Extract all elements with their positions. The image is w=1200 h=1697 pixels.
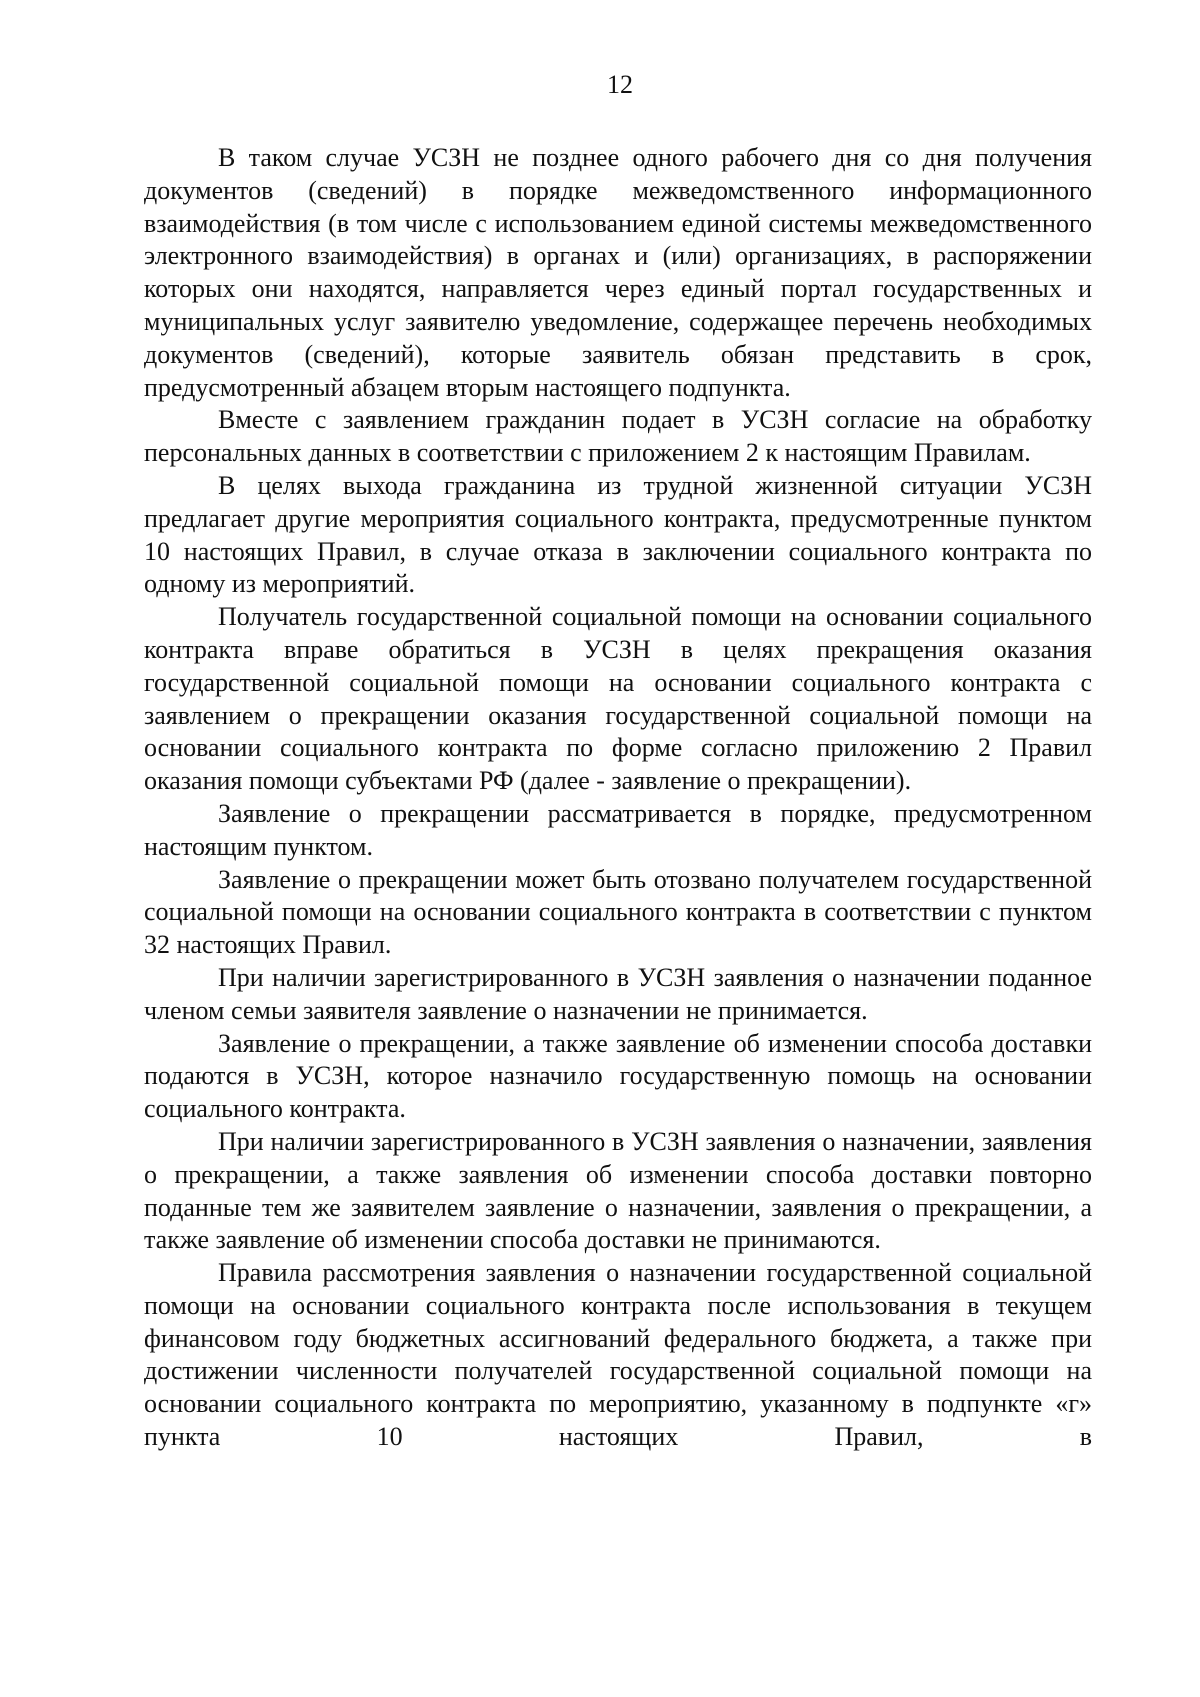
paragraph: При наличии зарегистрированного в УСЗН заявления о назначении поданное членом семьи заявителя заявление о назначении не принимается. <box>144 962 1092 1025</box>
paragraph: При наличии зарегистрированного в УСЗН заявления о назначении, заявления о прекращении, а также заявления об изменении способа доставки повторно поданные тем же заявителем заявление о назначении, заявления о прекращении, а также заявление об изменении способа доставки не принимаются. <box>144 1126 1092 1255</box>
page-number: 12 <box>607 70 633 99</box>
paragraph: В целях выхода гражданина из трудной жизненной ситуации УСЗН предлагает другие мероприятия социального контракта, предусмотренные пунктом 10 настоящих Правил, в случае отказа в заключении социального контракта по одному из мероприятий. <box>144 470 1092 599</box>
paragraph: Заявление о прекращении рассматривается в порядке, предусмотренном настоящим пунктом. <box>144 798 1092 861</box>
paragraph: Вместе с заявлением гражданин подает в УСЗН согласие на обработку персональных данных в соответствии с приложением 2 к настоящим Правилам. <box>144 405 1092 468</box>
paragraph: Получатель государственной социальной помощи на основании социального контракта вправе обратиться в УСЗН в целях прекращения оказания государственной социальной помощи на основании социального контракта с заявлением о прекращении оказания государственной социальной помощи на основании социального контракта по форме согласно приложению 2 Правил оказания помощи субъектами РФ (далее - заявление о прекращении). <box>144 602 1092 796</box>
paragraph: Заявление о прекращении, а также заявление об изменении способа доставки подаются в УСЗН, которое назначило государственную помощь на основании социального контракта. <box>144 1028 1092 1124</box>
paragraph: Правила рассмотрения заявления о назначении государственной социальной помощи на основании социального контракта после использования в текущем финансовом году бюджетных ассигнований федерального бюджета, а также при достижении численности получателей государственной социальной помощи на основании социального контракта по мероприятию, указанному в подпункте «г» пункта 10 настоящих Правил, в <box>144 1258 1092 1452</box>
paragraph: В таком случае УСЗН не позднее одного рабочего дня со дня получения документов (сведений) в порядке межведомственного информационного взаимодействия (в том числе с использованием единой системы межведомственного электронного взаимодействия) в органах и (или) организациях, в распоряжении которых они находятся, направляется через единый портал государственных и муниципальных услуг заявителю уведомление, содержащее перечень необходимых документов (сведений), которые заявитель обязан представить в срок, предусмотренный абзацем вторым настоящего подпункта. <box>144 143 1092 402</box>
document-body <box>144 142 1092 1454</box>
paragraph: Заявление о прекращении может быть отозвано получателем государственной социальной помощи на основании социального контракта в соответствии с пунктом 32 настоящих Правил. <box>144 864 1092 960</box>
